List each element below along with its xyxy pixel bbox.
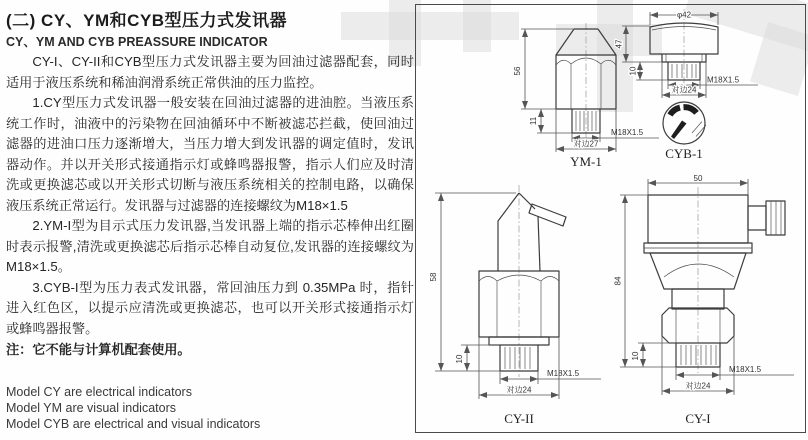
ym1-caption: YM-1 (570, 154, 602, 169)
ym1-flats-label: 对边27 (573, 139, 599, 149)
cy1-thread-label: M18X1.5 (729, 365, 762, 374)
paragraph-intro: CY-I、CY-II和CYB型压力式发讯器主要为回油过滤器配套，同时适用于液压系统和稀油润滑系统正常供油的压力监控。 (6, 54, 414, 90)
paragraph-cyb-type: 3.CYB-I型为压力表式发讯器，常回油压力到 0.35MPa 时，指针进入红色区，以提示应清洗或更换滤芯，也可以开关形式接通指示灯或蜂鸣器报警。 (6, 279, 414, 336)
cy2-height-dim: 58 (429, 272, 438, 282)
cyb1-flats-label: 对边24 (671, 85, 697, 95)
cyb1-gauge-face (663, 102, 706, 144)
ym1-height-dim: 56 (513, 66, 522, 76)
note-line: 注：它不能与计算机配套使用。 (6, 342, 191, 357)
paragraph-cy-type: 1.CY型压力式发讯器一般安装在回油过滤器的进油腔。当液压系统工作时，油液中的污染物在回油循环中不断被滤芯拦截，使回油过滤器的进油口压力逐渐增大，当压力增大到发讯器的调定值时，发讯器动作。并以开关形式接通指示灯或蜂鸣器报警，指示人们应及时清洗或更换滤芯或以开关形式切断与液压系统相关的控制电路，以确保液压系统正常运行。发讯器与过滤器的连接螺纹为M18×1.5 (6, 95, 414, 213)
cy1-caption: CY-I (685, 411, 711, 426)
cyb1-caption: CYB-1 (665, 146, 703, 161)
cyb1-outline (650, 9, 718, 84)
cy1-width-dim: 50 (693, 174, 703, 183)
cy1-flats-label: 对边24 (685, 381, 711, 391)
ym1-thread-label: M18X1.5 (611, 128, 644, 137)
model-line-cy: Model CY are electrical indicators (6, 385, 192, 399)
gauge-pointer (671, 121, 687, 140)
text-column (6, 4, 414, 432)
cy1-outline (644, 187, 785, 373)
cy2-outline (479, 185, 566, 377)
drawings-frame (415, 4, 806, 433)
page-title: (二) CY、YM和CYB型压力式发讯器 (6, 11, 288, 30)
model-line-ym: Model YM are visual indicators (6, 401, 176, 415)
paragraph-ym-type: 2.YM-I型为目示式压力发讯器,当发讯器上端的指示芯棒伸出红圈时表示报警,清洗或更换滤芯后指示芯棒自动复位,发讯器的连接螺纹为M18×1.5。 (6, 218, 414, 274)
cy1-drawing (613, 173, 801, 429)
cy2-stem-dim: 10 (455, 354, 464, 364)
ym1-stem-dim: 11 (529, 116, 538, 126)
model-notes (6, 384, 414, 432)
model-line-cyb: Model CYB are electrical and visual indicators (6, 417, 261, 431)
cy2-caption: CY-II (504, 411, 534, 426)
cyb1-dia-dim: φ42 (676, 10, 692, 20)
cyb1-height-dim: 47 (614, 39, 624, 49)
cy1-height-dim: 84 (613, 276, 623, 286)
cy1-dimensions (614, 174, 795, 395)
cyb1-thread-label: M18X1.5 (707, 75, 740, 85)
cyb1-drawing (606, 6, 766, 160)
cyb1-stem-dim: 10 (628, 66, 638, 76)
cy2-flats-label: 对边24 (506, 385, 532, 395)
cy2-drawing (419, 177, 609, 429)
cy1-stem-dim: 10 (631, 351, 640, 361)
page-subtitle-en: CY、YM AND CYB PREASSURE INDICATOR (6, 35, 268, 49)
cy2-thread-label: M18X1.5 (547, 369, 580, 378)
